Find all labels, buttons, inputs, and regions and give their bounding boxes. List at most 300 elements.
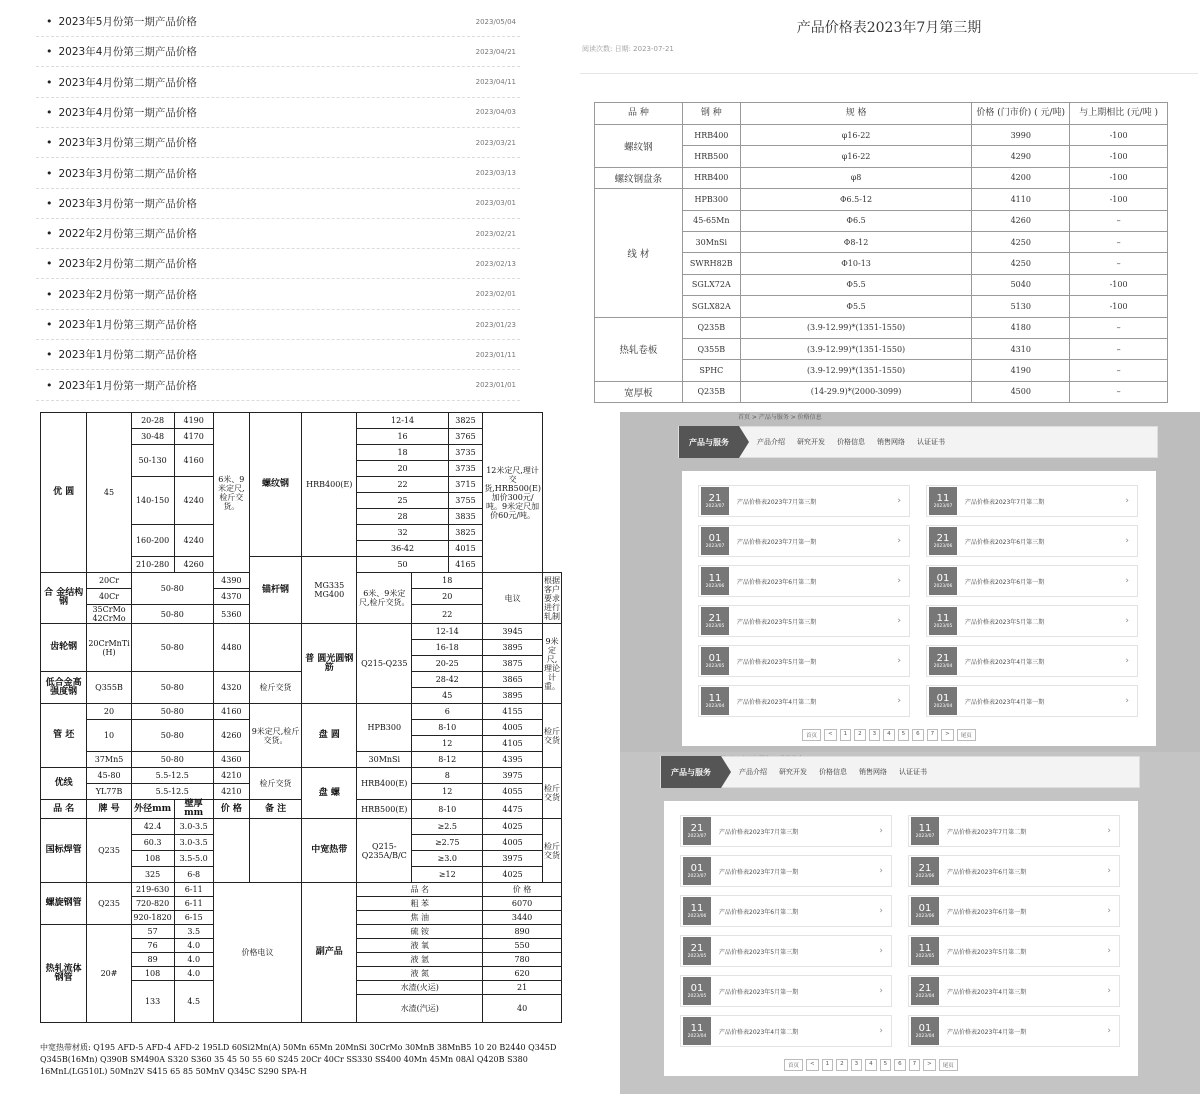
table-cell: -100 [1070, 274, 1168, 295]
card-day: 21 [708, 612, 722, 624]
card-date [929, 527, 957, 555]
sheet-cell: 4160 [213, 704, 249, 720]
price-card[interactable] [698, 605, 910, 637]
list-item-date: 2023/01/23 [475, 320, 516, 329]
card-date [929, 687, 957, 715]
price-card[interactable] [680, 975, 892, 1007]
sheet-cell: Q235 [87, 819, 131, 883]
table-cell: Q235B [682, 381, 740, 402]
list-item-date: 2023/02/13 [475, 259, 516, 268]
card-day: 01 [690, 862, 704, 874]
price-card[interactable] [680, 855, 892, 887]
nav-item[interactable]: 认证证书 [899, 768, 927, 776]
sheet-cell: 20 [357, 461, 449, 477]
list-item[interactable] [36, 128, 520, 158]
table-cell: Φ8-12 [740, 231, 972, 252]
category-guanpi: 管 坯 [41, 704, 87, 768]
page-button[interactable]: > [941, 729, 954, 741]
list-item[interactable] [36, 37, 520, 67]
dense-table [40, 412, 562, 1023]
nav-item[interactable]: 研究开发 [779, 768, 807, 776]
page-button[interactable]: 首页 [802, 729, 821, 741]
sheet-cell: 10 [87, 720, 131, 752]
nav-item[interactable]: 研究开发 [797, 438, 825, 446]
nav-brand[interactable]: 产品与服务 [661, 756, 721, 788]
sheet-cell: 28-42 [412, 672, 483, 688]
price-card[interactable] [680, 895, 892, 927]
sheet-cell [249, 624, 301, 672]
card-date [683, 817, 711, 845]
price-card[interactable] [698, 645, 910, 677]
card-title[interactable]: 产品价格表2023年7月第一期 [719, 868, 799, 876]
list-item-title[interactable]: • 2023年3月份第一期产品价格 [46, 196, 197, 211]
sheet-cell: 4320 [213, 672, 249, 704]
table-row [595, 317, 1168, 338]
card-month: 2023/07 [687, 873, 707, 879]
sheet-cell: 4055 [483, 784, 543, 800]
chevron-right-icon: › [897, 696, 901, 706]
price-card[interactable] [908, 1015, 1120, 1047]
price-card[interactable] [908, 895, 1120, 927]
sheet-cell: 4370 [213, 589, 249, 605]
nav-item[interactable]: 销售网络 [877, 438, 905, 446]
pipe-header: 壁厚mm [174, 800, 213, 819]
list-item[interactable] [36, 280, 520, 310]
card-day: 11 [918, 822, 932, 834]
card-title[interactable]: 产品价格表2023年5月第三期 [719, 948, 799, 956]
card-panel [664, 801, 1138, 1076]
table-cell: -100 [1070, 167, 1168, 188]
table-cell: 30MnSi [682, 231, 740, 252]
list-item-date: 2023/03/21 [475, 138, 516, 147]
card-title[interactable]: 产品价格表2023年7月第三期 [719, 828, 799, 836]
price-card[interactable] [698, 685, 910, 717]
sheet-cell: 3755 [448, 493, 482, 509]
chevron-right-icon: › [1125, 616, 1129, 626]
sheet-cell: 50-80 [131, 624, 213, 672]
card-title[interactable]: 产品价格表2023年6月第三期 [965, 538, 1045, 546]
sheet-cell: 3765 [448, 429, 482, 445]
price-card[interactable] [908, 815, 1120, 847]
pipe-header: 备 注 [249, 800, 301, 819]
page-button[interactable]: 2 [854, 729, 866, 741]
sheet-cell: 6米、9米定尺,检斤交货。 [357, 573, 412, 624]
sheet-cell: 3735 [448, 445, 482, 461]
sheet-cell: Q235 [87, 883, 131, 925]
chevron-right-icon: › [1107, 1026, 1111, 1036]
list-item[interactable] [36, 68, 520, 98]
price-card[interactable] [908, 935, 1120, 967]
sheet-cell: ≥2.5 [412, 819, 483, 835]
list-item[interactable] [36, 310, 520, 340]
table-cell: SPHC [682, 360, 740, 381]
table-cell: – [1070, 338, 1168, 359]
list-item-title[interactable]: • 2023年3月份第二期产品价格 [46, 166, 197, 181]
card-day: 11 [918, 942, 932, 954]
sheet-cell: 4260 [174, 557, 213, 573]
sheet-cell: 检斤交货 [249, 768, 301, 800]
table-cell: 4190 [972, 360, 1070, 381]
sheet-cell: ≥3.0 [412, 851, 483, 867]
sheet-cell: 3835 [448, 509, 482, 525]
card-date [911, 857, 939, 885]
card-title[interactable]: 产品价格表2023年4月第一期 [965, 698, 1045, 706]
sheet-cell: MG335 MG400 [302, 557, 357, 624]
sheet-row [41, 883, 562, 897]
sheet-cell: 4395 [483, 752, 543, 768]
card-title[interactable]: 产品价格表2023年7月第二期 [965, 498, 1045, 506]
list-item-title[interactable]: • 2023年4月份第一期产品价格 [46, 105, 197, 120]
sheet-cell [249, 819, 301, 883]
list-item[interactable] [36, 249, 520, 279]
price-card[interactable] [698, 485, 910, 517]
sheet-cell: 60.3 [131, 835, 174, 851]
card-title[interactable]: 产品价格表2023年7月第一期 [737, 538, 817, 546]
card-title[interactable]: 产品价格表2023年4月第三期 [965, 658, 1045, 666]
sheet-row [41, 413, 562, 429]
card-title[interactable]: 产品价格表2023年6月第三期 [947, 868, 1027, 876]
chevron-right-icon: › [879, 986, 883, 996]
sheet-cell: 20-28 [131, 413, 174, 429]
table-cell: (3.9-12.99)*(1351-1550) [740, 360, 972, 381]
category-fuchanpin: 副产品 [302, 883, 357, 1023]
page-button[interactable]: 尾页 [939, 1059, 958, 1071]
table-cell: SWRH82B [682, 253, 740, 274]
category-youxian: 优线 [41, 768, 87, 800]
page-button[interactable]: 尾页 [957, 729, 976, 741]
sheet-cell: 50-80 [131, 605, 213, 624]
nav-item[interactable]: 认证证书 [917, 438, 945, 446]
chevron-right-icon: › [1107, 906, 1111, 916]
card-month: 2023/06 [915, 913, 935, 919]
list-item-title[interactable]: • 2023年2月份第二期产品价格 [46, 256, 197, 271]
list-item[interactable] [36, 340, 520, 370]
list-item[interactable] [36, 159, 520, 189]
chevron-right-icon: › [897, 536, 901, 546]
price-card[interactable] [680, 815, 892, 847]
list-item-title[interactable]: • 2023年2月份第一期产品价格 [46, 287, 197, 302]
price-card[interactable] [926, 685, 1138, 717]
card-panel [682, 471, 1156, 746]
card-day: 21 [690, 822, 704, 834]
table-cell: 5040 [972, 274, 1070, 295]
page-button[interactable]: 4 [883, 729, 895, 741]
sheet-cell: 4.0 [174, 967, 213, 981]
category-panyuan: 盘 圆 [302, 704, 357, 768]
sheet-cell: HPB300 [357, 704, 412, 752]
sheet-cell: 液 氩 [357, 953, 483, 967]
card-day: 11 [690, 1022, 704, 1034]
sheet-row [41, 672, 562, 688]
product-category: 线 材 [595, 189, 683, 317]
material-footnote: 中宽热带材质: Q195 AFD-5 AFD-4 AFD-2 195LD 60Si2Mn(A) 50Mn 65Mn 20MnSi 30CrMo 30MnB 38MnB5 10 20 B2440 Q345D Q345B(16Mn) Q390B SM490A S320 S360 35 45 50 55 60 S245 20Cr 40Cr SS330 SS400 40Mn 45Mn 08Al Q420B S380 16MnL(LG510L) 50Mn2V S415 65 85 50MnV Q345C S290 SPA-H [40, 1043, 557, 1076]
list-item-title[interactable]: • 2023年4月份第二期产品价格 [46, 75, 197, 90]
nav-brand[interactable]: 产品与服务 [679, 426, 739, 458]
card-title[interactable]: 产品价格表2023年5月第二期 [965, 618, 1045, 626]
page-button[interactable]: < [806, 1059, 819, 1071]
chevron-right-icon: › [1125, 656, 1129, 666]
sheet-cell: 3825 [448, 525, 482, 541]
table-cell: (14-29.9)*(2000-3099) [740, 381, 972, 402]
table-cell: 5130 [972, 296, 1070, 317]
card-day: 11 [708, 572, 722, 584]
chevron-right-icon: › [879, 826, 883, 836]
card-date [683, 1017, 711, 1045]
price-card[interactable] [680, 935, 892, 967]
card-title[interactable]: 产品价格表2023年6月第一期 [965, 578, 1045, 586]
price-card[interactable] [926, 525, 1138, 557]
category-zhongkuan: 中宽热带 [302, 819, 357, 883]
table-cell: 4250 [972, 231, 1070, 252]
sheet-cell: 36-42 [357, 541, 449, 557]
sheet-cell: 3735 [448, 461, 482, 477]
sheet-row [41, 800, 562, 819]
list-item[interactable] [36, 219, 520, 249]
list-item-title[interactable]: • 2022年2月份第三期产品价格 [46, 226, 197, 241]
card-month: 2023/04 [705, 703, 725, 709]
card-day: 21 [918, 862, 932, 874]
sheet-cell: 37Mn5 [87, 752, 131, 768]
card-date [701, 567, 729, 595]
product-category: 螺纹钢 [595, 125, 683, 168]
page-button[interactable]: < [824, 729, 837, 741]
card-date [929, 567, 957, 595]
page-button[interactable]: 4 [865, 1059, 877, 1071]
card-month: 2023/05 [915, 953, 935, 959]
card-title[interactable]: 产品价格表2023年4月第一期 [947, 1028, 1027, 1036]
card-day: 11 [708, 692, 722, 704]
card-title[interactable]: 产品价格表2023年5月第三期 [737, 618, 817, 626]
sheet-cell: 3.0-3.5 [174, 819, 213, 835]
breadcrumb[interactable]: 首页 > 产品与服务 > 价格信息 [738, 414, 822, 421]
card-date [701, 527, 729, 555]
list-item[interactable] [36, 7, 520, 37]
card-month: 2023/07 [687, 833, 707, 839]
category-putong: 普 圆光圆钢筋 [302, 624, 357, 704]
sheet-cell: 50 [357, 557, 449, 573]
table-cell: – [1070, 360, 1168, 381]
card-date [911, 1017, 939, 1045]
sheet-cell: 12米定尺,理计交货,HRB500(E)加价300元/吨。9米定尺加价60元/吨。 [483, 413, 543, 573]
sheet-cell: 12 [412, 736, 483, 752]
sheet-cell: 45-80 [87, 768, 131, 784]
card-title[interactable]: 产品价格表2023年4月第二期 [719, 1028, 799, 1036]
category-maogan: 锚杆钢 [249, 557, 301, 624]
list-item-title[interactable]: • 2023年1月份第三期产品价格 [46, 317, 197, 332]
page-button[interactable]: 1 [840, 729, 852, 741]
pipe-header: 牌 号 [87, 800, 131, 819]
sheet-cell: 6-8 [174, 867, 213, 883]
sheet-cell: 16-18 [412, 640, 483, 656]
list-item-title[interactable]: • 2023年5月份第一期产品价格 [46, 14, 197, 29]
price-card[interactable] [926, 645, 1138, 677]
table-cell: Φ5.5 [740, 296, 972, 317]
card-day: 21 [936, 532, 950, 544]
price-card[interactable] [908, 855, 1120, 887]
page-button[interactable]: 1 [822, 1059, 834, 1071]
category-chilun: 齿轮钢 [41, 624, 87, 672]
sheet-cell: 30MnSi [357, 752, 412, 768]
sheet-cell: 8-12 [412, 752, 483, 768]
page-button[interactable]: 6 [894, 1059, 906, 1071]
list-item[interactable] [36, 189, 520, 219]
pipe-price-note: 价格电议 [213, 883, 301, 1023]
list-item[interactable] [36, 98, 520, 128]
card-title[interactable]: 产品价格表2023年6月第二期 [737, 578, 817, 586]
list-item-title[interactable]: • 2023年3月份第三期产品价格 [46, 135, 197, 150]
table-cell: Φ5.5 [740, 274, 972, 295]
sheet-cell: 4240 [174, 477, 213, 525]
list-item-title[interactable]: • 2023年1月份第二期产品价格 [46, 347, 197, 362]
page-button[interactable]: 2 [836, 1059, 848, 1071]
card-day: 01 [708, 532, 722, 544]
page-button[interactable]: 3 [851, 1059, 863, 1071]
price-card[interactable] [926, 605, 1138, 637]
sheet-cell: 20 [87, 704, 131, 720]
table-cell: 45-65Mn [682, 210, 740, 231]
price-card[interactable] [698, 565, 910, 597]
sheet-cell: 检斤交货 [543, 819, 562, 883]
sheet-cell: 4005 [483, 835, 543, 851]
sheet-cell: 3.0-3.5 [174, 835, 213, 851]
card-day: 01 [690, 982, 704, 994]
sheet-cell: 4015 [448, 541, 482, 557]
table-cell: SGLX72A [682, 274, 740, 295]
sheet-cell: 电议 [483, 573, 543, 624]
card-title[interactable]: 产品价格表2023年7月第二期 [947, 828, 1027, 836]
sheet-cell: 20-25 [412, 656, 483, 672]
sheet-cell: ≥2.75 [412, 835, 483, 851]
nav-item[interactable]: 价格信息 [837, 438, 865, 446]
sheet-cell: 8-10 [412, 800, 483, 819]
list-item-title[interactable]: • 2023年1月份第一期产品价格 [46, 378, 197, 393]
table-cell: HRB400 [682, 167, 740, 188]
page-button[interactable]: 7 [909, 1059, 921, 1071]
sheet-cell: HRB400(E) [357, 768, 412, 800]
table-cell: -100 [1070, 189, 1168, 210]
category-hejin: 合 金结构钢 [41, 573, 87, 624]
nav-item[interactable]: 产品介绍 [757, 438, 785, 446]
nav-item[interactable]: 产品介绍 [739, 768, 767, 776]
sheet-cell: 4105 [483, 736, 543, 752]
sheet-cell: 5.5-12.5 [131, 784, 213, 800]
list-item-title[interactable]: • 2023年4月份第三期产品价格 [46, 44, 197, 59]
pipe-header: 外径mm [131, 800, 174, 819]
sheet-cell: 76 [131, 939, 174, 953]
nav-item[interactable]: 价格信息 [819, 768, 847, 776]
sheet-cell: 焦 油 [357, 911, 483, 925]
card-day: 11 [936, 612, 950, 624]
table-cell: (3.9-12.99)*(1351-1550) [740, 338, 972, 359]
sheet-cell: 35CrMo 42CrMo [87, 605, 131, 624]
sheet-cell: ≥12 [412, 867, 483, 883]
page-button[interactable]: 7 [927, 729, 939, 741]
sheet-cell: 检斤交货 [543, 704, 562, 768]
card-title[interactable]: 产品价格表2023年5月第一期 [719, 988, 799, 996]
sheet-cell: 4210 [213, 784, 249, 800]
chevron-right-icon: › [879, 866, 883, 876]
card-date [929, 607, 957, 635]
price-card[interactable] [698, 525, 910, 557]
card-title[interactable]: 产品价格表2023年7月第三期 [737, 498, 817, 506]
page-button[interactable]: 5 [898, 729, 910, 741]
card-title[interactable]: 产品价格表2023年4月第二期 [737, 698, 817, 706]
sheet-cell: 9米定尺,检斤交货。 [249, 704, 301, 768]
sheet-cell: 42.4 [131, 819, 174, 835]
list-item[interactable] [36, 371, 520, 401]
card-month: 2023/06 [705, 583, 725, 589]
card-day: 01 [708, 652, 722, 664]
page-button[interactable]: 5 [880, 1059, 892, 1071]
page-button[interactable]: 首页 [784, 1059, 803, 1071]
product-category: 热轧卷板 [595, 317, 683, 381]
sheet-cell: 8 [412, 768, 483, 784]
sheet-cell: 水渣(火运) [357, 981, 483, 995]
category-rezha: 热轧流体钢管 [41, 925, 87, 1023]
sheet-cell: 4240 [174, 525, 213, 557]
article-title: 产品价格表2023年7月第三期 [796, 20, 982, 36]
card-title[interactable]: 产品价格表2023年5月第二期 [947, 948, 1027, 956]
sheet-cell: 50-80 [131, 672, 213, 704]
card-month: 2023/07 [933, 503, 953, 509]
card-title[interactable]: 产品价格表2023年5月第一期 [737, 658, 817, 666]
card-title[interactable]: 产品价格表2023年6月第一期 [947, 908, 1027, 916]
page-button[interactable]: 6 [912, 729, 924, 741]
sheet-cell: 4.0 [174, 939, 213, 953]
page-button[interactable]: 3 [869, 729, 881, 741]
price-card[interactable] [926, 565, 1138, 597]
sheet-cell: 4.5 [174, 981, 213, 1023]
table-cell: – [1070, 317, 1168, 338]
list-item-date: 2023/04/11 [475, 78, 516, 87]
price-card[interactable] [908, 975, 1120, 1007]
list-item-date: 2023/02/01 [475, 290, 516, 299]
page-button[interactable]: > [923, 1059, 936, 1071]
price-table [594, 102, 1168, 403]
sheet-cell: 粗 苯 [357, 897, 483, 911]
price-card[interactable] [680, 1015, 892, 1047]
card-day: 01 [936, 572, 950, 584]
chevron-right-icon: › [1107, 986, 1111, 996]
chevron-right-icon: › [1125, 496, 1129, 506]
table-row [595, 189, 1168, 210]
chevron-right-icon: › [1125, 536, 1129, 546]
product-category: 宽厚板 [595, 381, 683, 402]
sheet-cell: 8-10 [412, 720, 483, 736]
table-cell: 4500 [972, 381, 1070, 402]
nav-item[interactable]: 销售网络 [859, 768, 887, 776]
sheet-cell: 3440 [483, 911, 562, 925]
table-cell: 4110 [972, 189, 1070, 210]
table-row [595, 167, 1168, 188]
sheet-cell: 3895 [483, 640, 543, 656]
table-row [595, 125, 1168, 146]
card-title[interactable]: 产品价格表2023年4月第三期 [947, 988, 1027, 996]
card-date [683, 977, 711, 1005]
list-item-date: 2023/05/04 [475, 17, 516, 26]
table-cell: Q235B [682, 317, 740, 338]
table-cell: φ16-22 [740, 125, 972, 146]
card-month: 2023/07 [705, 503, 725, 509]
card-month: 2023/07 [915, 833, 935, 839]
card-date [701, 487, 729, 515]
nav-bar [678, 426, 1158, 458]
chevron-right-icon: › [897, 496, 901, 506]
price-card[interactable] [926, 485, 1138, 517]
card-date [911, 977, 939, 1005]
card-title[interactable]: 产品价格表2023年6月第二期 [719, 908, 799, 916]
table-cell: Φ6.5 [740, 210, 972, 231]
